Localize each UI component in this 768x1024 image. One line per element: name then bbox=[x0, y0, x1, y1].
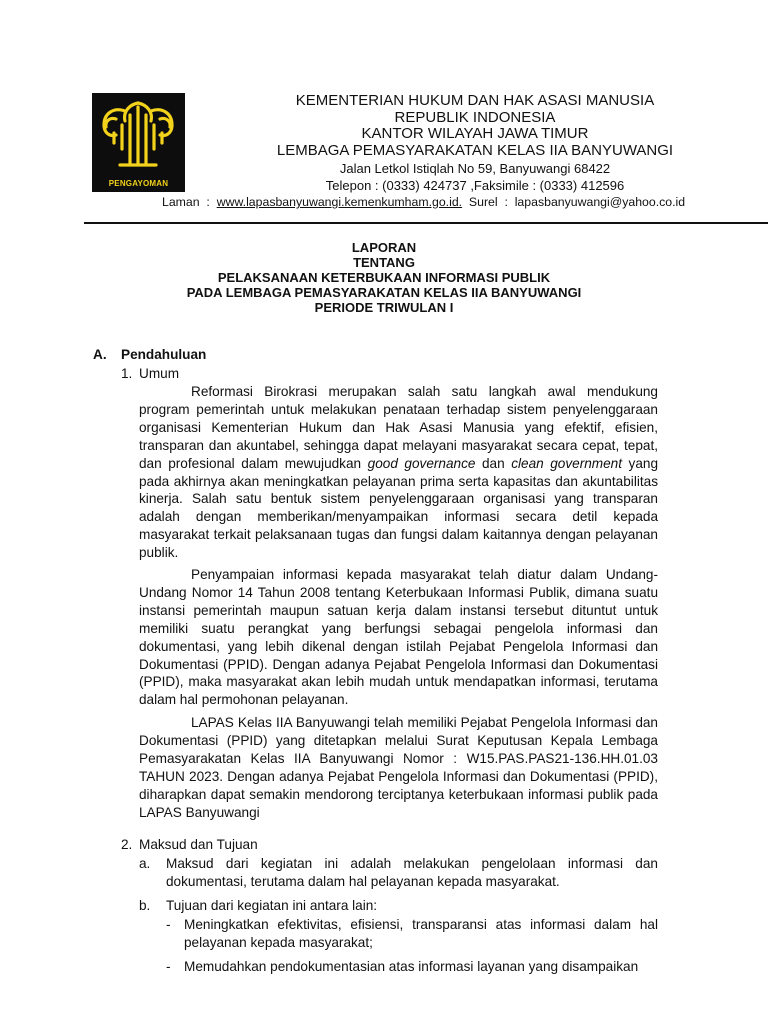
address: Jalan Letkol Istiqlah No 59, Banyuwangi 68422 bbox=[339, 161, 611, 177]
pengayoman-logo bbox=[92, 93, 185, 192]
paragraph-3: LAPAS Kelas IIA Banyuwangi telah memiliki Pejabat Pengelola Informasi dan Dokumentasi (PPID) yang ditetapkan melalui Surat Keputusan Kepala Lembaga Pemasyarakatan Kelas IIA Banyuwangi Nomor : W15.PAS.PAS21-136.HH.01.03 TAHUN 2023. Dengan adanya Pejabat Pengelola Informasi dan Dokumentasi (PPID), diharapkan dapat semakin mendorong terciptanya keterbukaan informasi publik pada LAPAS Banyuwangi bbox=[139, 715, 658, 820]
section-a-marker: A. bbox=[93, 347, 107, 362]
letterhead bbox=[185, 93, 765, 194]
institution-name: LEMBAGA PEMASYARAKATAN KELAS IIA BANYUWANGI bbox=[276, 141, 674, 159]
contact-line bbox=[162, 195, 685, 209]
ministry-name: KEMENTERIAN HUKUM DAN HAK ASASI MANUSIA bbox=[295, 92, 655, 109]
title-line-2: TENTANG bbox=[353, 255, 415, 270]
bullet-1-text: Meningkatkan efektivitas, efisiensi, transparansi atas informasi dalam hal pelayanan kepada masyarakat; bbox=[184, 917, 658, 950]
title-line-4: PADA LEMBAGA PEMASYARAKATAN KELAS IIA BANYUWANGI bbox=[186, 285, 582, 300]
letterhead-divider bbox=[84, 222, 768, 224]
item-b-marker: b. bbox=[139, 898, 151, 913]
paragraph-1: Reformasi Birokrasi merupakan salah satu langkah awal mendukung program pemerintah untuk melakukan penataan terhadap sistem penyelenggaraan organisasi Kementerian Hukum dan Hak Asasi Manusia yang efektif, efisien, transparan dan akuntabel, sehingga dapat melayani masyarakat secara cepat, tepat, dan profesional dalam mewujudkan good governance dan clean government yang pada akhirnya akan meningkatkan pelayanan prima serta kapasitas dan akuntabilitas kinerja. Salah satu bentuk sistem penyelenggaraan organisasi yang transparan adalah dengan memberikan/menyampaikan informasi secara detil kepada masyarakat terkait pelaksanaan tugas dan fungsi dalam kaitannya dengan pelayanan publik. bbox=[139, 384, 659, 561]
item-a-marker: a. bbox=[139, 856, 151, 871]
item-b-text: Tujuan dari kegiatan ini antara lain: bbox=[166, 898, 378, 913]
title-line-1: LAPORAN bbox=[351, 240, 417, 255]
banyan-tree-emblem-icon bbox=[92, 93, 185, 192]
report-title bbox=[84, 240, 684, 315]
bullet-2-text: Memudahkan pendokumentasian atas informasi layanan yang disampaikan bbox=[184, 959, 639, 974]
title-line-3: PELAKSANAAN KETERBUKAAN INFORMASI PUBLIK bbox=[217, 270, 551, 285]
section-a-title: Pendahuluan bbox=[121, 347, 207, 362]
item-a-text: Maksud dari kegiatan ini adalah melakukan pengelolaan informasi dan dokumentasi, terutama dalam hal pelayanan kepada masyarakat. bbox=[166, 856, 658, 889]
bullet-1-marker: - bbox=[166, 917, 171, 932]
phone-fax: Telepon : (0333) 424737 ,Faksimile : (0333) 412596 bbox=[325, 178, 625, 194]
country-name: REPUBLIK INDONESIA bbox=[394, 108, 556, 126]
sub1-marker: 1. bbox=[121, 366, 133, 381]
web-label: Laman : bbox=[162, 195, 217, 209]
sub2-marker: 2. bbox=[121, 837, 133, 852]
title-line-5: PERIODE TRIWULAN I bbox=[314, 300, 454, 315]
logo-caption: PENGAYOMAN bbox=[108, 179, 169, 188]
email-address[interactable]: lapasbanyuwangi@yahoo.co.id bbox=[514, 195, 686, 209]
email-label: Surel : bbox=[462, 195, 515, 209]
regional-office: KANTOR WILAYAH JAWA TIMUR bbox=[361, 125, 589, 143]
sub2-title: Maksud dan Tujuan bbox=[139, 837, 258, 852]
sub1-title: Umum bbox=[139, 366, 180, 381]
bullet-2-marker: - bbox=[166, 959, 171, 974]
website-link[interactable]: www.lapasbanyuwangi.kemenkumham.go.id. bbox=[216, 195, 463, 209]
paragraph-2: Penyampaian informasi kepada masyarakat telah diatur dalam Undang-Undang Nomor 14 Tahun 2008 tentang Keterbukaan Informasi Publik, dimana suatu instansi pemerintah maupun satuan kerja dalam instansi tersebut dituntut untuk memiliki suatu perangkat yang berfungsi sebagai pengelola informasi dan dokumentasi, yang lebih dikenal dengan istilah Pejabat Pengelola Informasi dan Dokumentasi (PPID). Dengan adanya Pejabat Pengelola Informasi dan Dokumentasi (PPID), maka masyarakat akan lebih mudah untuk mendapatkan informasi, terutama dalam hal permohonan pelayanan. bbox=[139, 567, 658, 708]
